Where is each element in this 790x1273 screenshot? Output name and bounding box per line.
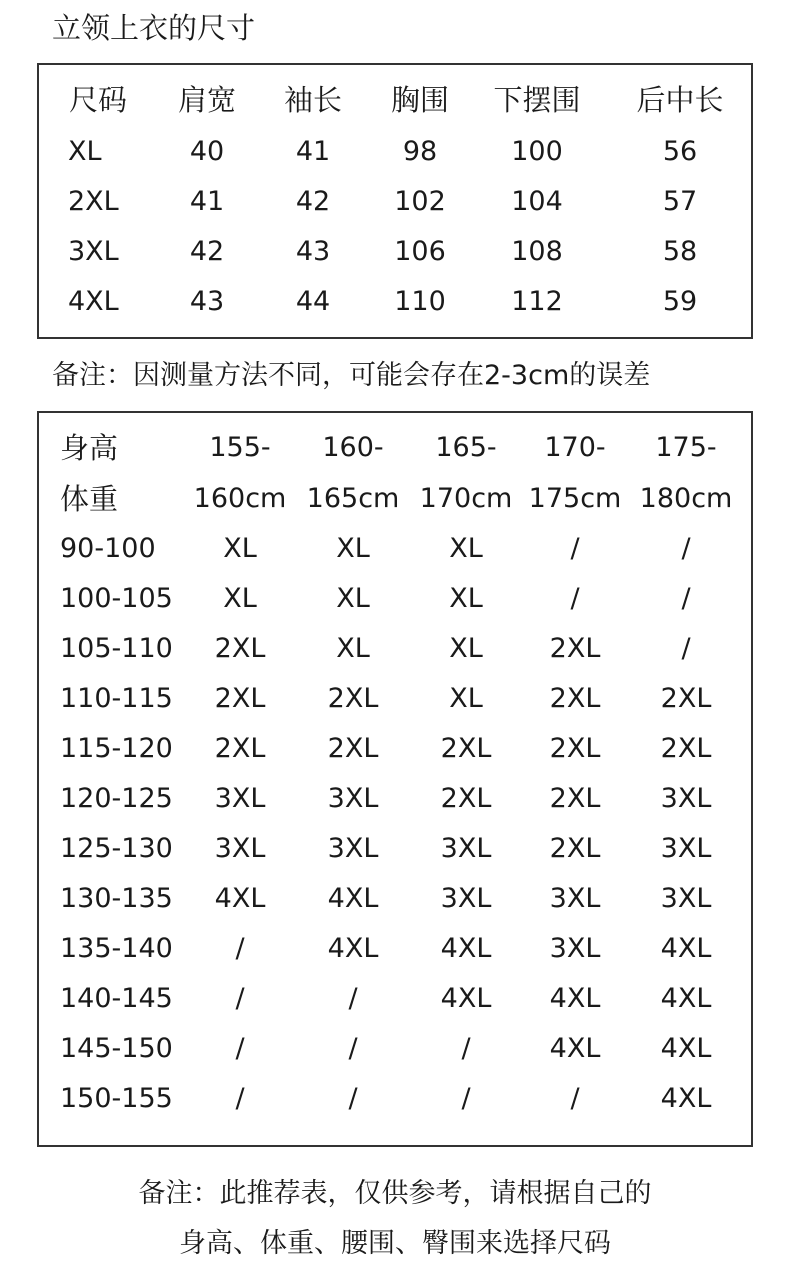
recommended-size-cell: / xyxy=(570,1083,580,1114)
recommended-size-cell: 2XL xyxy=(549,733,601,764)
size-table-cell: 2XL xyxy=(68,186,119,217)
weight-label: 体重 xyxy=(60,482,119,516)
recommended-size-cell: 4XL xyxy=(214,883,266,914)
size-table-cell: 110 xyxy=(394,286,446,317)
recommended-size-cell: XL xyxy=(223,583,257,614)
size-table-header: 胸围 xyxy=(390,83,450,117)
weight-range: 145-150 xyxy=(60,1033,173,1064)
height-range-bottom: 165cm xyxy=(306,483,400,514)
recommended-size-cell: 3XL xyxy=(327,833,379,864)
size-table-cell: 57 xyxy=(662,186,698,217)
height-label: 身高 xyxy=(60,431,119,465)
recommended-size-cell: / xyxy=(348,1033,358,1064)
recommended-size-cell: 2XL xyxy=(549,683,601,714)
recommended-size-cell: 4XL xyxy=(440,983,492,1014)
height-range-bottom: 175cm xyxy=(528,483,622,514)
size-table-header: 下摆围 xyxy=(493,83,581,117)
height-range-top: 175- xyxy=(655,432,717,463)
recommended-size-cell: / xyxy=(348,1083,358,1114)
recommended-size-cell: XL xyxy=(449,633,483,664)
recommended-size-cell: / xyxy=(461,1033,471,1064)
recommended-size-cell: 2XL xyxy=(214,633,266,664)
size-table-cell: 102 xyxy=(394,186,446,217)
recommended-size-cell: / xyxy=(681,583,691,614)
recommended-size-cell: 2XL xyxy=(214,683,266,714)
recommended-size-cell: 2XL xyxy=(549,833,601,864)
weight-range: 125-130 xyxy=(60,833,173,864)
recommended-size-cell: 3XL xyxy=(440,833,492,864)
size-table-cell: 42 xyxy=(189,236,225,267)
size-table-cell: 98 xyxy=(402,136,438,167)
size-table-header: 肩宽 xyxy=(177,83,237,117)
height-range-top: 165- xyxy=(435,432,497,463)
weight-range: 100-105 xyxy=(60,583,173,614)
size-table-cell: 3XL xyxy=(68,236,119,267)
recommended-size-cell: 3XL xyxy=(440,883,492,914)
recommended-size-cell: 4XL xyxy=(440,933,492,964)
size-table-cell: 112 xyxy=(511,286,563,317)
size-table-cell: 4XL xyxy=(68,286,119,317)
recommended-size-cell: / xyxy=(681,533,691,564)
weight-range: 150-155 xyxy=(60,1083,173,1114)
weight-range: 140-145 xyxy=(60,983,173,1014)
recommended-size-cell: 4XL xyxy=(660,983,712,1014)
height-range-bottom: 170cm xyxy=(419,483,513,514)
weight-range: 90-100 xyxy=(60,533,156,564)
height-range-bottom: 180cm xyxy=(639,483,733,514)
weight-range: 110-115 xyxy=(60,683,173,714)
recommended-size-cell: 2XL xyxy=(440,783,492,814)
recommended-size-cell: 3XL xyxy=(214,833,266,864)
height-range-top: 170- xyxy=(544,432,606,463)
reference-note-line2: 身高、体重、腰围、臀围来选择尺码 xyxy=(179,1228,611,1259)
recommended-size-cell: XL xyxy=(336,533,370,564)
size-table-cell: 42 xyxy=(295,186,331,217)
recommended-size-cell: XL xyxy=(336,583,370,614)
recommended-size-cell: 3XL xyxy=(327,783,379,814)
weight-range: 130-135 xyxy=(60,883,173,914)
recommended-size-cell: 4XL xyxy=(660,933,712,964)
size-table-header: 后中长 xyxy=(636,83,724,117)
weight-range: 115-120 xyxy=(60,733,173,764)
size-table-header: 袖长 xyxy=(283,83,343,117)
recommended-size-cell: / xyxy=(570,533,580,564)
recommended-size-cell: 4XL xyxy=(327,883,379,914)
size-table-cell: 100 xyxy=(511,136,563,167)
weight-range: 105-110 xyxy=(60,633,173,664)
recommended-size-cell: XL xyxy=(336,633,370,664)
recommended-size-cell: 4XL xyxy=(549,983,601,1014)
size-table-cell: 58 xyxy=(662,236,698,267)
size-table-cell: 43 xyxy=(189,286,225,317)
reference-note-line1: 备注：此推荐表，仅供参考，请根据自己的 xyxy=(138,1178,652,1209)
recommended-size-cell: XL xyxy=(449,683,483,714)
recommended-size-cell: 4XL xyxy=(660,1033,712,1064)
recommended-size-cell: 3XL xyxy=(660,833,712,864)
recommended-size-cell: 4XL xyxy=(660,1083,712,1114)
height-range-top: 160- xyxy=(322,432,384,463)
recommended-size-cell: / xyxy=(681,633,691,664)
recommended-size-cell: / xyxy=(461,1083,471,1114)
size-table-cell: 41 xyxy=(189,186,225,217)
recommended-size-cell: / xyxy=(235,933,245,964)
recommended-size-cell: / xyxy=(570,583,580,614)
recommended-size-cell: 2XL xyxy=(214,733,266,764)
recommended-size-cell: 2XL xyxy=(549,783,601,814)
recommended-size-cell: 2XL xyxy=(549,633,601,664)
measurement-note: 备注：因测量方法不同，可能会存在2-3cm的误差 xyxy=(52,360,651,391)
recommended-size-cell: / xyxy=(235,1083,245,1114)
size-table-cell: 108 xyxy=(511,236,563,267)
page-title: 立领上衣的尺寸 xyxy=(52,11,256,45)
recommended-size-cell: 3XL xyxy=(660,783,712,814)
size-table-cell: 56 xyxy=(662,136,698,167)
recommended-size-cell: 3XL xyxy=(214,783,266,814)
recommended-size-cell: XL xyxy=(223,533,257,564)
recommended-size-cell: 2XL xyxy=(660,733,712,764)
recommended-size-cell: 4XL xyxy=(327,933,379,964)
size-table-cell: XL xyxy=(68,136,102,167)
recommended-size-cell: 2XL xyxy=(660,683,712,714)
recommended-size-cell: 3XL xyxy=(549,883,601,914)
recommended-size-cell: / xyxy=(348,983,358,1014)
recommended-size-cell: 3XL xyxy=(549,933,601,964)
weight-range: 135-140 xyxy=(60,933,173,964)
size-table-cell: 104 xyxy=(511,186,563,217)
size-table-cell: 44 xyxy=(295,286,331,317)
recommended-size-cell: 2XL xyxy=(440,733,492,764)
recommended-size-cell: / xyxy=(235,983,245,1014)
recommended-size-cell: 2XL xyxy=(327,683,379,714)
height-range-bottom: 160cm xyxy=(193,483,287,514)
size-table-cell: 59 xyxy=(662,286,698,317)
recommended-size-cell: / xyxy=(235,1033,245,1064)
size-table-cell: 40 xyxy=(189,136,225,167)
recommended-size-cell: 3XL xyxy=(660,883,712,914)
recommended-size-cell: XL xyxy=(449,533,483,564)
recommended-size-cell: 2XL xyxy=(327,733,379,764)
size-table-cell: 43 xyxy=(295,236,331,267)
weight-range: 120-125 xyxy=(60,783,173,814)
recommended-size-cell: 4XL xyxy=(549,1033,601,1064)
size-table-header: 尺码 xyxy=(68,83,128,117)
size-table-cell: 41 xyxy=(295,136,331,167)
recommended-size-cell: XL xyxy=(449,583,483,614)
size-table-cell: 106 xyxy=(394,236,446,267)
height-range-top: 155- xyxy=(209,432,271,463)
